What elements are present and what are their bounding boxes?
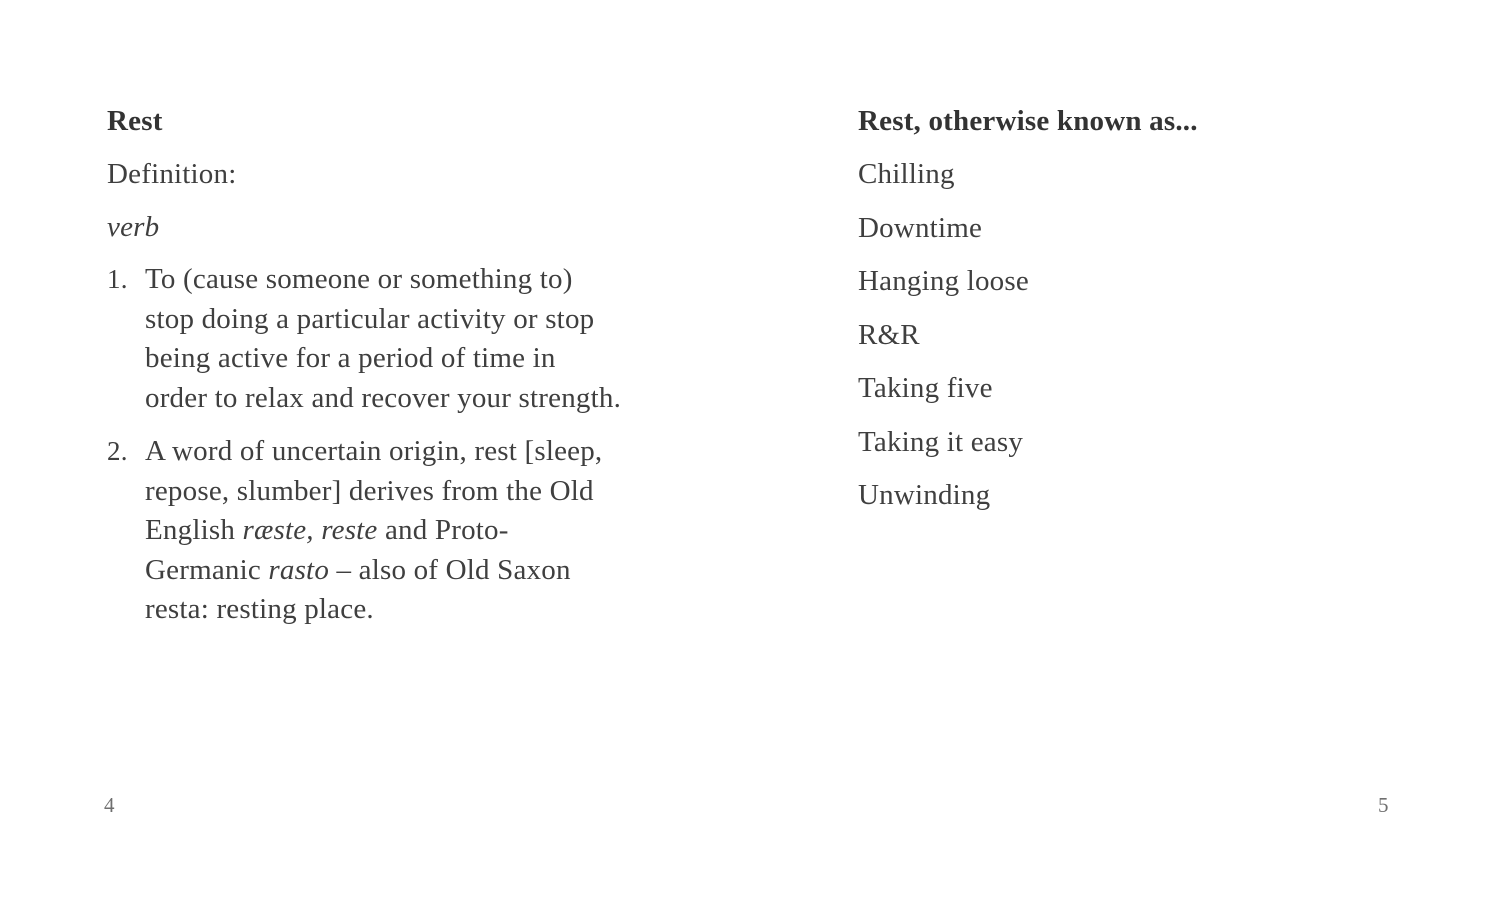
definitions-list [107, 260, 652, 630]
definition-label: Definition: [107, 158, 237, 190]
left-page-title: Rest [107, 105, 163, 137]
definition-text: To (cause someone or something to) stop doing a particular activity or stop being active for a period of time in order to relax and recover your strength. [145, 263, 622, 414]
page-number-right: 5 [1378, 793, 1389, 817]
synonym-item: R&R [858, 318, 920, 351]
definition-item [107, 432, 623, 630]
definition-number: 1. [107, 264, 128, 294]
synonyms-list [858, 154, 1418, 515]
synonym-item: Unwinding [858, 479, 991, 511]
part-of-speech: verb [107, 211, 160, 243]
synonym-item: Taking it easy [858, 425, 1024, 458]
page-number-left: 4 [104, 793, 115, 817]
synonym-item: Taking five [858, 372, 993, 404]
right-page [858, 101, 1418, 529]
definition-text: A word of uncertain origin, rest [sleep, repose, slumber] derives from the Old English ræste, reste and Proto-Germanic rasto – also of Old Saxon resta: resting place. [145, 435, 603, 625]
synonym-item: Downtime [858, 211, 983, 244]
definition-number: 2. [107, 436, 128, 466]
synonym-item: Hanging loose [858, 265, 1029, 297]
definition-item [107, 260, 623, 418]
left-page [107, 101, 652, 644]
synonym-item: Chilling [858, 158, 955, 190]
right-page-title: Rest, otherwise known as... [858, 105, 1198, 137]
